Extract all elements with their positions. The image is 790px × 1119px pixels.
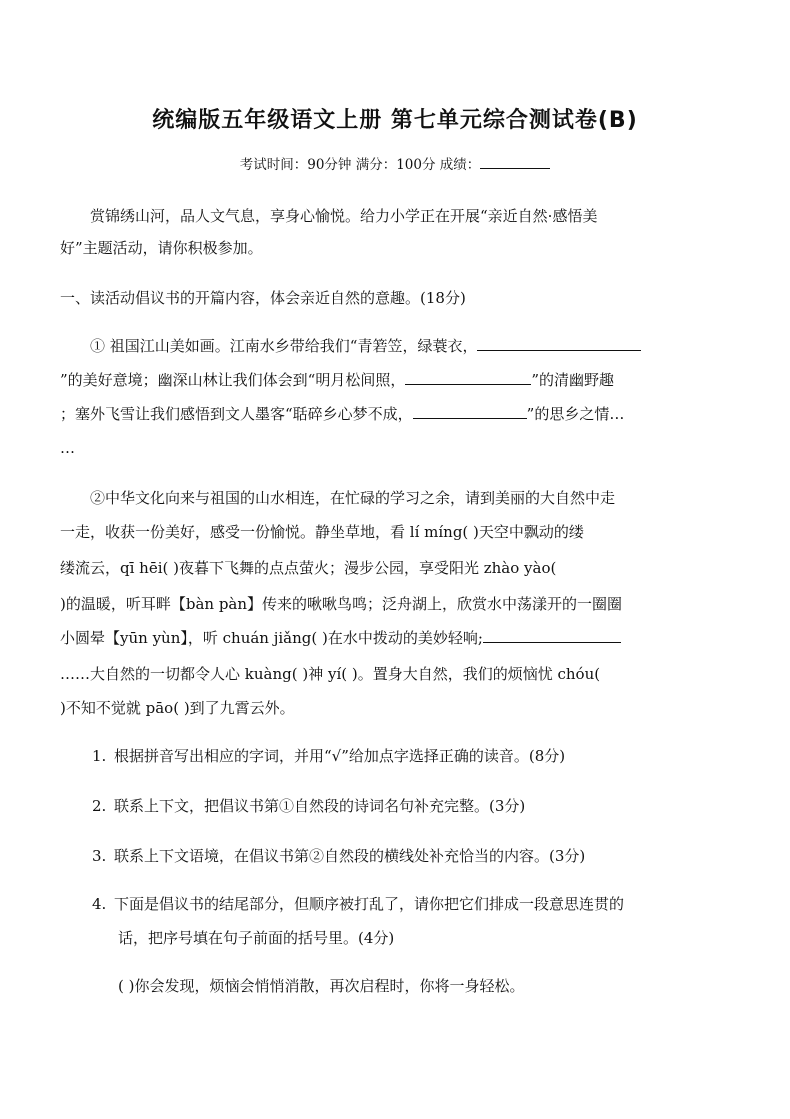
p1-line-4: … (60, 439, 75, 457)
p1-line-2 (60, 370, 736, 390)
p2-line-6: ……大自然的一切都令人心 kuàng( )神 yí( )。置身大自然，我们的烦恼忧 chóu( (60, 665, 601, 683)
p2-line-2: 一走，收获一份美好，感受一份愉悦。静坐草地，看 lí míng( )天空中飘动的缕 (60, 523, 584, 541)
p1-line-1 (90, 336, 736, 356)
question-1 (92, 746, 736, 766)
poem-blank-3[interactable] (413, 404, 527, 419)
question-2-number: 2. (92, 797, 107, 815)
order-item: ( )你会发现，烦恼会悄悄消散，再次启程时，你将一身轻松。 (118, 977, 525, 995)
question-3-number: 3. (92, 847, 107, 865)
question-4 (92, 894, 736, 914)
p2-line-4: )的温暖，听耳畔【bàn pàn】传来的啾啾鸟鸣；泛舟湖上，欣赏水中荡漾开的一圈圈 (60, 595, 623, 613)
question-1-text: 根据拼音写出相应的字词，并用“√”给加点字选择正确的读音。(8分) (114, 747, 566, 765)
poem-blank-1[interactable] (477, 336, 641, 351)
question-1-number: 1. (92, 747, 107, 765)
p2-line-3: 缕流云，qī hēi( )夜暮下飞舞的点点萤火；漫步公园，享受阳光 zhào yào( (60, 559, 557, 577)
question-3-text: 联系上下文语境，在倡议书第②自然段的横线处补充恰当的内容。(3分) (114, 847, 586, 865)
p2-line-5-text: 小圆晕【yūn yùn】，听 chuán jiǎng( )在水中拨动的美妙轻响; (60, 629, 483, 647)
p1-line-3 (60, 404, 736, 424)
intro-line-2: 好”主题活动，请你积极参加。 (60, 239, 263, 257)
question-2-text: 联系上下文，把倡议书第①自然段的诗词名句补充完整。(3分) (114, 797, 526, 815)
question-3 (92, 846, 736, 866)
p1-line-1-text: ① 祖国江山美如画。江南水乡带给我们“青箬笠，绿蓑衣， (90, 337, 478, 355)
exam-info (0, 153, 790, 173)
question-4-text: 下面是倡议书的结尾部分，但顺序被打乱了，请你把它们排成一段意思连贯的 (114, 895, 625, 913)
page-title: 统编版五年级语文上册 第七单元综合测试卷(B) (152, 108, 638, 133)
p1-line-3a: ；塞外飞雪让我们感悟到文人墨客“聒碎乡心梦不成， (60, 405, 413, 423)
poem-blank-2[interactable] (405, 370, 531, 385)
exam-info-text: 考试时间：90分钟 满分：100分 成绩： (239, 157, 481, 173)
p1-line-2a: ”的美好意境；幽深山林让我们体会到“明月松间照， (60, 371, 406, 389)
question-2 (92, 796, 736, 816)
p2-line-1: ②中华文化向来与祖国的山水相连，在忙碌的学习之余，请到美丽的大自然中走 (90, 489, 616, 507)
p1-line-3b: ”的思乡之情… (526, 405, 625, 423)
p2-line-7: )不知不觉就 pāo( )到了九霄云外。 (60, 699, 295, 717)
section1-heading: 一、读活动倡议书的开篇内容，体会亲近自然的意趣。(18分) (60, 289, 466, 307)
p2-line-5 (60, 628, 736, 648)
p1-line-2b: ”的清幽野趣 (531, 371, 615, 389)
intro-line-1: 赏锦绣山河，品人文气息，享身心愉悦。给力小学正在开展“亲近自然·感悟美 (90, 207, 598, 225)
score-blank[interactable] (480, 156, 550, 169)
context-blank[interactable] (483, 628, 621, 643)
question-4-line-2: 话，把序号填在句子前面的括号里。(4分) (118, 929, 395, 947)
question-4-number: 4. (92, 895, 107, 913)
